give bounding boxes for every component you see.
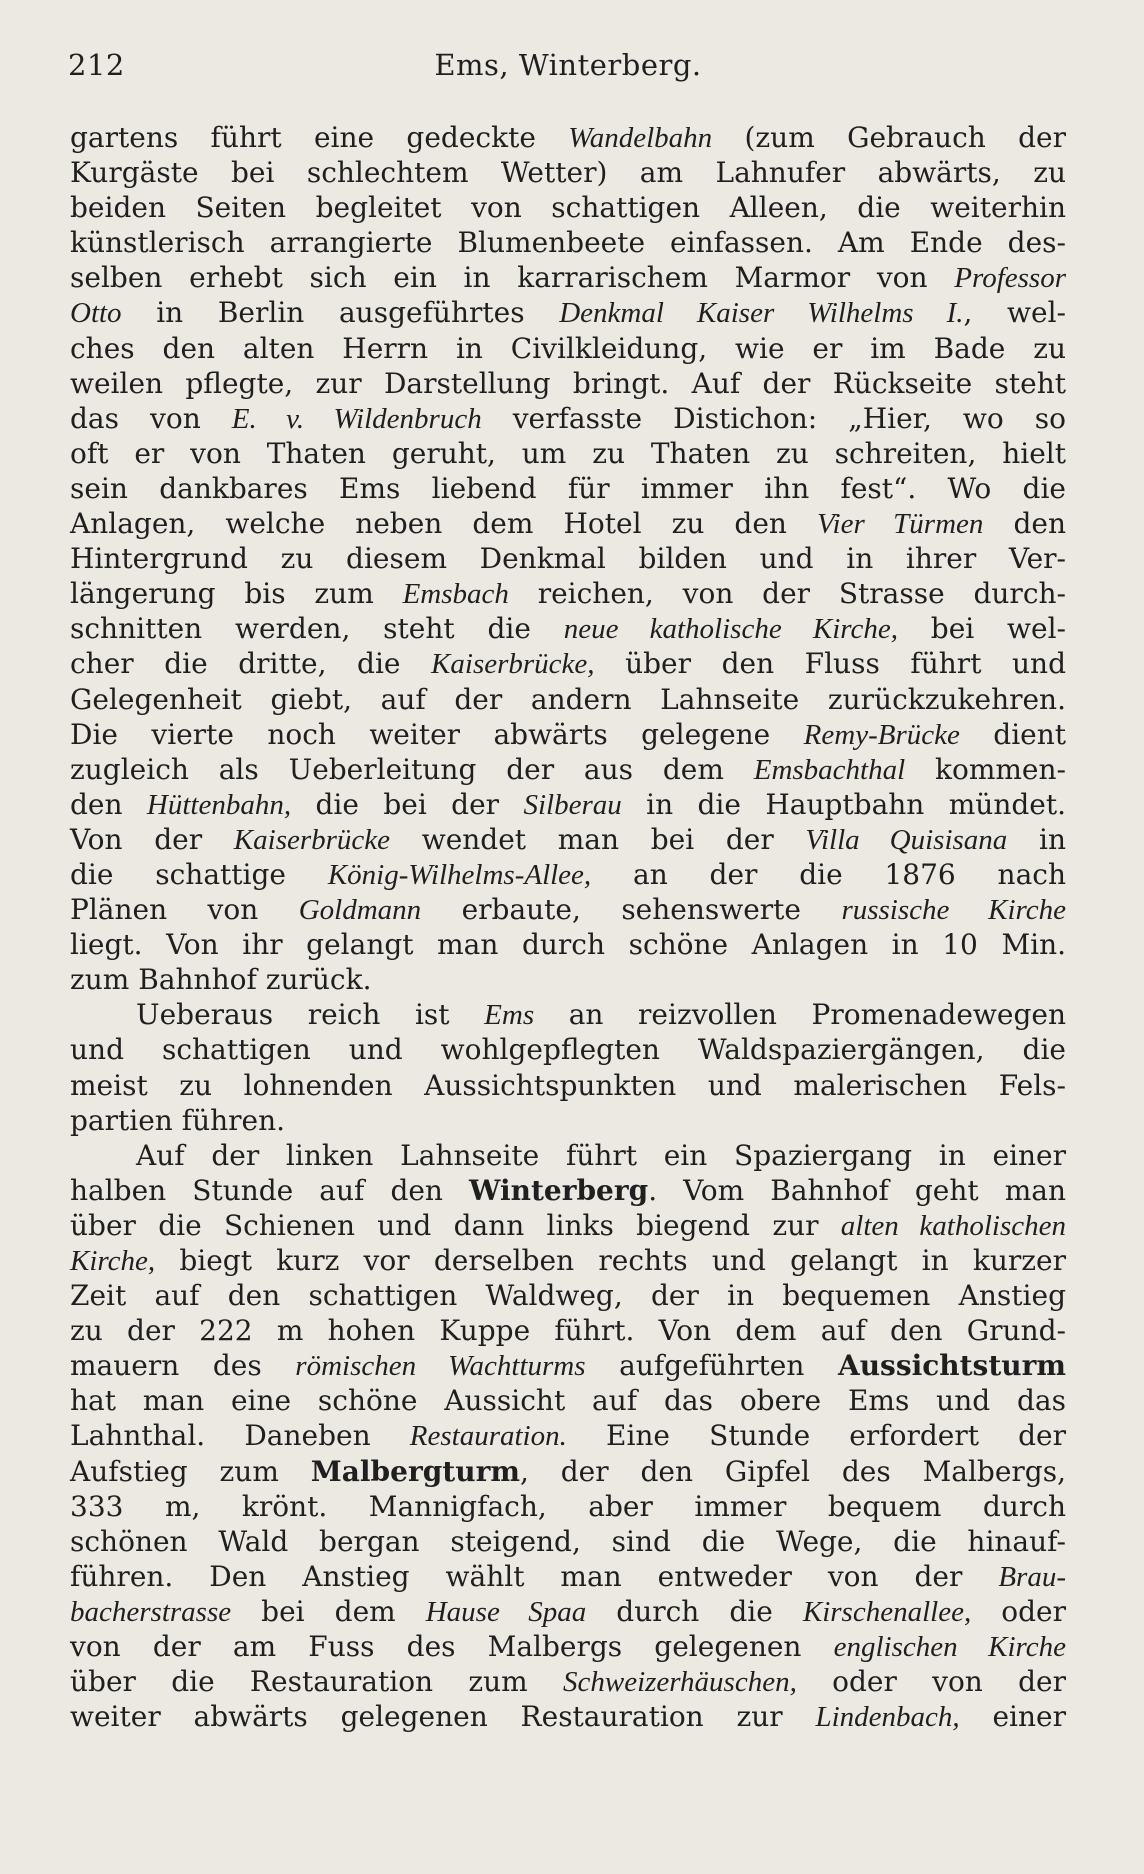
text-run: sein dankbares Ems liebend für immer ihn fest“. Wo die <box>70 471 1066 505</box>
body-text <box>70 120 1066 1734</box>
italic-term: römischen Wachtturms <box>295 1350 586 1383</box>
text-run: Die vierte noch weiter abwärts gelegene <box>70 717 804 751</box>
text-run: oder von der <box>796 1665 1066 1699</box>
text-run: längerung bis zum <box>70 577 403 611</box>
text-run: wendet man bei der <box>390 822 806 856</box>
text-run: in Berlin ausgeführtes <box>121 296 560 330</box>
text-run: selben erhebt sich ein in karrarischem Marmor von <box>70 261 955 295</box>
text-run: das von <box>70 401 232 435</box>
text-run: , der den Gipfel des Malbergs, <box>519 1454 1067 1488</box>
text-run: (zum Gebrauch der <box>712 121 1067 154</box>
text-line <box>70 295 1066 330</box>
text-run: Auf der linken Lahnseite führt ein Spaziergang in einer <box>136 1138 1066 1172</box>
text-run: über die Restauration zum <box>70 1665 563 1699</box>
text-run: oder <box>971 1594 1066 1628</box>
text-run: Anlagen, welche neben dem Hotel zu den <box>70 507 817 541</box>
text-run: bei wel- <box>897 612 1066 646</box>
italic-term: Brau- <box>998 1560 1066 1593</box>
text-run: bei dem <box>231 1594 426 1628</box>
text-line <box>70 1454 1066 1489</box>
italic-term: Professor <box>954 262 1066 295</box>
text-line <box>70 436 1066 471</box>
italic-term: Vier Türmen <box>817 508 984 541</box>
italic-term: Ems <box>484 999 535 1032</box>
text-run: aufgeführten <box>585 1349 838 1383</box>
text-line <box>70 1138 1066 1173</box>
italic-term: Hause Spaa <box>425 1595 587 1628</box>
text-run: die bei der <box>291 787 524 821</box>
text-run: und schattigen und wohlgepflegten Waldspaziergängen, die <box>70 1033 1066 1067</box>
text-run: ches den alten Herrn in Civilkleidung, wie er im Bade zu <box>70 331 1066 365</box>
text-run: zum Bahnhof zurück. <box>70 963 372 997</box>
text-line <box>70 1489 1066 1524</box>
text-line <box>70 155 1066 190</box>
italic-term: Kaiserbrücke, <box>431 648 595 681</box>
text-line <box>70 1383 1066 1418</box>
text-line <box>70 260 1066 295</box>
text-line <box>70 1208 1066 1243</box>
text-run: künstlerisch arrangierte Blumenbeete einfassen. Am Ende des- <box>70 226 1066 260</box>
italic-term: Emsbachthal <box>753 753 906 786</box>
text-run: über die Schienen und dann links biegend zur <box>70 1208 841 1242</box>
italic-term: Schweizerhäuschen, <box>562 1666 797 1699</box>
text-line <box>70 1068 1066 1103</box>
text-run: 333 m, krönt. Mannigfach, aber immer bequem durch <box>70 1489 1066 1523</box>
text-run: Aufstieg zum <box>70 1454 311 1488</box>
text-run: einer <box>959 1700 1067 1734</box>
text-run: meist zu lohnenden Aussichtspunkten und malerischen Fels- <box>70 1068 1066 1102</box>
text-line <box>70 927 1066 962</box>
italic-term: Denkmal Kaiser Wilhelms I. <box>559 297 964 330</box>
text-run: zugleich als Ueberleitung der aus dem <box>70 752 754 786</box>
text-line <box>70 1243 1066 1278</box>
page-header <box>68 48 1068 94</box>
page-number: 212 <box>68 48 125 82</box>
text-run: , wel- <box>963 296 1066 330</box>
text-line <box>70 1418 1066 1453</box>
text-line <box>70 1173 1066 1208</box>
text-line <box>70 997 1066 1032</box>
italic-term: Kirche, <box>70 1245 156 1277</box>
text-run: Lahnthal. Daneben <box>70 1419 410 1453</box>
text-line <box>70 1278 1066 1313</box>
text-run: Zeit auf den schattigen Waldweg, der in bequemen Anstieg <box>70 1279 1066 1313</box>
italic-term: alten katholischen <box>840 1209 1066 1242</box>
text-run: oft er von Thaten geruht, um zu Thaten zu schreiten, hielt <box>70 436 1066 470</box>
text-run: an der die 1876 nach <box>591 857 1066 891</box>
italic-term: Otto <box>70 297 122 330</box>
text-line <box>70 1559 1066 1594</box>
italic-term: bacherstrasse <box>70 1595 232 1628</box>
text-run: cher die dritte, die <box>70 647 432 681</box>
text-line <box>70 822 1066 857</box>
text-line <box>70 892 1066 927</box>
text-run: Hintergrund zu diesem Denkmal bilden und in ihrer Ver- <box>70 542 1066 576</box>
bold-place-name: Winterberg <box>469 1173 649 1207</box>
italic-term: Kirschenallee, <box>802 1595 972 1628</box>
text-line <box>70 190 1066 225</box>
italic-term: neue katholische Kirche, <box>563 613 898 646</box>
text-run: Plänen von <box>70 893 299 927</box>
text-run: führen. Den Anstieg wählt man entweder von der <box>70 1559 999 1593</box>
text-line <box>70 1594 1066 1629</box>
text-line <box>70 611 1066 646</box>
italic-term: Remy-Brücke <box>803 718 960 751</box>
text-run: mauern des <box>70 1349 296 1383</box>
text-run: schönen Wald bergan steigend, sind die Wege, die hinauf- <box>70 1524 1066 1558</box>
text-line <box>70 120 1066 155</box>
text-line <box>70 717 1066 752</box>
text-run: erbaute, sehenswerte <box>421 893 842 927</box>
italic-term: Hüttenbahn, <box>146 788 292 821</box>
text-line <box>70 787 1066 822</box>
text-line <box>70 366 1066 401</box>
text-run: von der am Fuss des Malbergs gelegenen <box>70 1630 834 1664</box>
text-run: die schattige <box>70 857 328 891</box>
text-run: weilen pflegte, zur Darstellung bringt. Auf der Rückseite steht <box>70 366 1066 400</box>
bold-place-name: Aussichtsturm <box>837 1349 1066 1383</box>
text-run: halben Stunde auf den <box>70 1173 470 1207</box>
italic-term: Goldmann <box>298 894 422 927</box>
text-run: kommen- <box>905 752 1066 786</box>
text-run: dient <box>959 717 1066 751</box>
text-line <box>70 682 1066 717</box>
italic-term: König-Wilhelms-Allee, <box>327 858 592 891</box>
italic-term: Silberau <box>523 788 622 821</box>
italic-term: Wandelbahn <box>568 122 713 154</box>
text-line <box>70 962 1066 997</box>
text-line <box>70 1313 1066 1348</box>
italic-term: Villa Quisisana <box>805 823 1008 856</box>
text-run: den <box>70 787 147 821</box>
text-line <box>70 225 1066 260</box>
text-run: Gelegenheit giebt, auf der andern Lahnseite zurückzukehren. <box>70 682 1066 716</box>
text-run: Eine Stunde erfordert der <box>566 1419 1067 1453</box>
text-line <box>70 1524 1066 1559</box>
text-run: beiden Seiten begleitet von schattigen Alleen, die weiterhin <box>70 191 1066 225</box>
text-run: hat man eine schöne Aussicht auf das obere Ems und das <box>70 1384 1066 1418</box>
text-line <box>70 1664 1066 1699</box>
italic-term: Kaiserbrücke <box>233 823 391 856</box>
text-line <box>70 1629 1066 1664</box>
italic-term: Restauration. <box>409 1420 567 1453</box>
text-line <box>70 1348 1066 1383</box>
italic-term: englischen Kirche <box>833 1631 1066 1664</box>
italic-term: Emsbach <box>402 578 509 611</box>
text-run: durch die <box>586 1594 803 1628</box>
running-title: Ems, Winterberg. <box>434 48 702 82</box>
text-run: Ueberaus reich ist <box>136 998 485 1032</box>
text-run: über den Fluss führt und <box>594 647 1066 681</box>
italic-term: russische Kirche <box>841 894 1067 927</box>
bold-place-name: Malbergturm <box>310 1454 520 1488</box>
text-line <box>70 576 1066 611</box>
text-line <box>70 401 1066 436</box>
text-run: schnitten werden, steht die <box>70 612 564 646</box>
text-line <box>70 541 1066 576</box>
italic-term: Lindenbach, <box>815 1701 960 1734</box>
text-run: an reizvollen Promenadewegen <box>534 998 1066 1032</box>
text-run: Von der <box>70 822 234 856</box>
text-line <box>70 471 1066 506</box>
text-run: liegt. Von ihr gelangt man durch schöne Anlagen in 10 Min. <box>70 928 1066 962</box>
text-line <box>70 506 1066 541</box>
text-run: biegt kurz vor derselben rechts und gelangt in kurzer <box>155 1244 1066 1277</box>
text-run: den <box>983 507 1066 541</box>
text-run: in die Hauptbahn mündet. <box>621 787 1066 821</box>
text-line <box>70 1699 1066 1734</box>
text-line <box>70 1032 1066 1067</box>
text-run: Kurgäste bei schlechtem Wetter) am Lahnufer abwärts, zu <box>70 156 1066 190</box>
text-run: reichen, von der Strasse durch- <box>508 577 1066 611</box>
text-run: gartens führt eine gedeckte <box>70 121 569 154</box>
text-run: verfasste Distichon: „Hier, wo so <box>481 401 1067 435</box>
text-run: weiter abwärts gelegenen Restauration zur <box>70 1700 816 1734</box>
text-line <box>70 331 1066 366</box>
text-run: in <box>1007 822 1066 856</box>
text-line <box>70 857 1066 892</box>
text-run: zu der 222 m hohen Kuppe führt. Von dem auf den Grund- <box>70 1314 1066 1348</box>
text-run: . Vom Bahnhof geht man <box>648 1173 1066 1207</box>
text-line <box>70 646 1066 681</box>
text-line <box>70 752 1066 787</box>
text-line <box>70 1103 1066 1138</box>
text-run: partien führen. <box>70 1103 286 1137</box>
italic-term: E. v. Wildenbruch <box>231 402 482 435</box>
